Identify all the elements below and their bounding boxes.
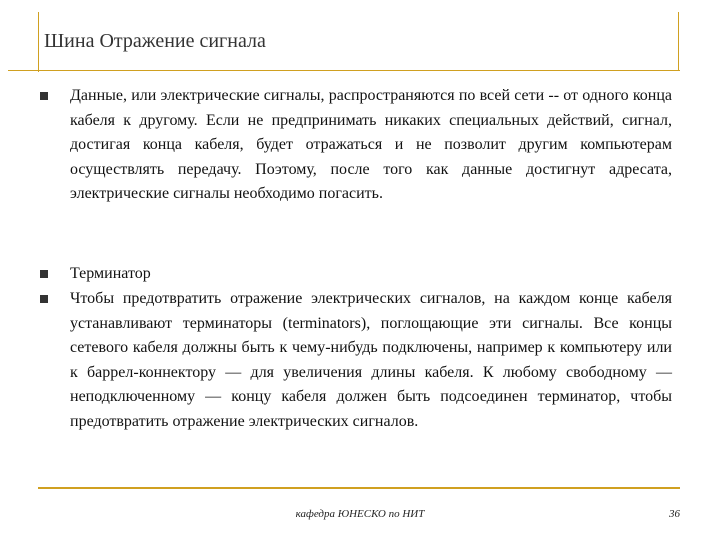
bullet-marker [40, 270, 48, 278]
bullet-marker [40, 295, 48, 303]
page-number: 36 [669, 508, 680, 520]
bullet-marker [40, 92, 48, 100]
page-title: Шина Отражение сигнала [44, 30, 266, 52]
bullet-text-1: Данные, или электрические сигналы, распространяются по всей сети -- от одного конца кабеля к другому. Если не предпринимать никаких специальных действий, сигнал, достигая конца кабеля, будет отражаться и не позволит другим компьютерам осуществлять передачу. Поэтому, после того как данные достигнут адресата, электрические сигналы необходимо погасить. [70, 87, 672, 202]
footer-divider [38, 487, 680, 489]
title-divider [8, 70, 680, 71]
bullet-text-3: Чтобы предотвратить отражение электрических сигналов, на каждом конце кабеля устанавливают терминаторы (terminators), поглощающие эти сигналы. Все концы сетевого кабеля должны быть к чему-нибудь подключены, например к компьютеру или к баррел-коннектору — для увеличения длины кабеля. К любому свободному — неподключенному — концу кабеля должен быть подсоединен терминатор, чтобы предотвратить отражение электрических сигналов. [70, 290, 672, 430]
bullet-text-2: Терминатор [70, 265, 151, 282]
footer-caption: кафедра ЮНЕСКО по НИТ [295, 508, 425, 520]
